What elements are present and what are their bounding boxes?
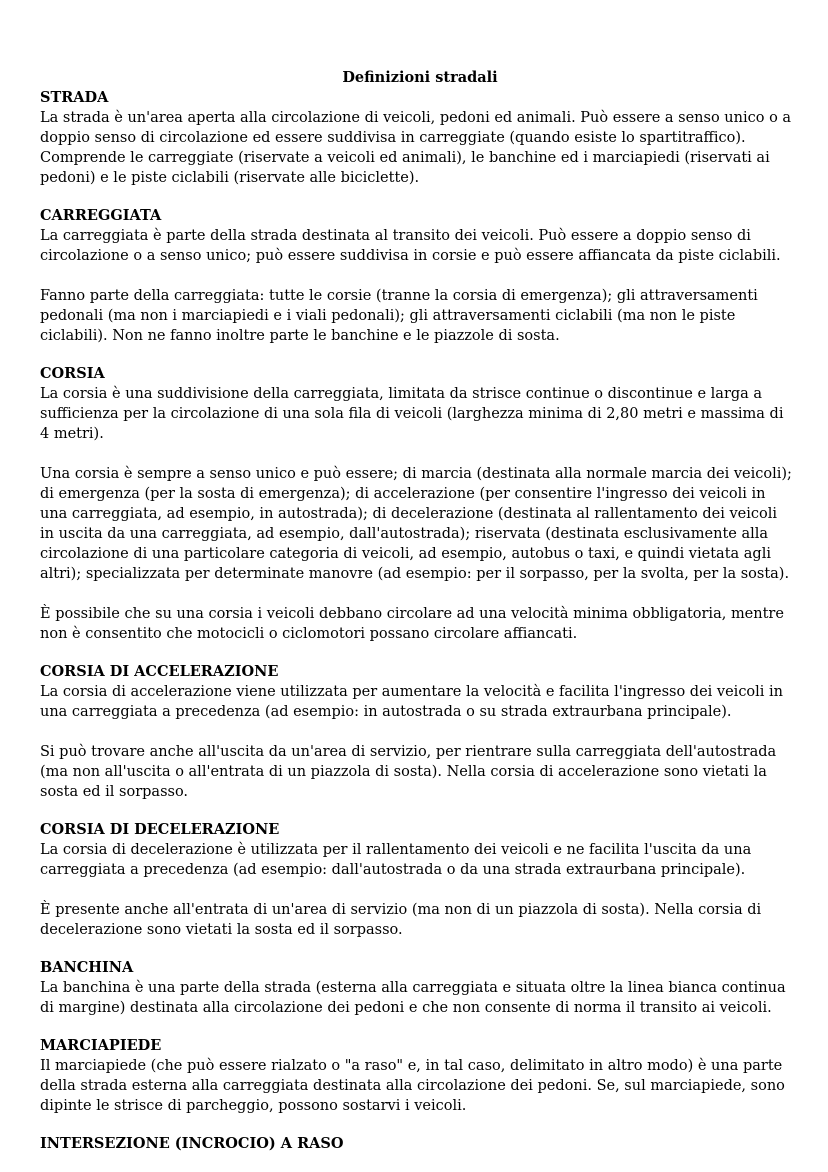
section-heading: BANCHINA bbox=[40, 959, 134, 976]
section-strada bbox=[40, 88, 792, 188]
section-heading: STRADA bbox=[40, 89, 109, 106]
section-intersezione-a-raso bbox=[40, 1134, 792, 1154]
section-marciapiede bbox=[40, 1036, 792, 1116]
paragraph: La corsia è una suddivisione della carreggiata, limitata da strisce continue o discontinue e larga a sufficienza per la circolazione di una sola fila di veicoli (larghezza minima di 2,80 metri e massima di 4 metri). bbox=[40, 386, 784, 442]
paragraph: Una corsia è sempre a senso unico e può essere; di marcia (destinata alla normale marcia dei veicoli); di emergenza (per la sosta di emergenza); di accelerazione (per consentire l'ingresso dei veicoli in una carreggiata, ad esempio, in autostrada); di decelerazione (destinata al rallentamento dei veicoli in uscita da una carreggiata, ad esempio, dall'autostrada); riservata (destinata esclusivamente alla circolazione di una particolare categoria di veicoli, ad esempio, autobus o taxi, e quindi vietata agli altri); specializzata per determinate manovre (ad esempio: per il sorpasso, per la svolta, per la sosta). bbox=[40, 466, 792, 582]
section-corsia bbox=[40, 364, 792, 644]
section-corsia-di-accelerazione bbox=[40, 662, 792, 802]
section-heading: CORSIA bbox=[40, 365, 105, 382]
paragraph: La banchina è una parte della strada (esterna alla carreggiata e situata oltre la linea bianca continua di margine) destinata alla circolazione dei pedoni e che non consente di norma il transito ai veicoli. bbox=[40, 980, 786, 1016]
page-title: Definizioni stradali bbox=[342, 69, 498, 86]
section-banchina bbox=[40, 958, 792, 1018]
paragraph: La corsia di accelerazione viene utilizzata per aumentare la velocità e facilita l'ingresso dei veicoli in una carreggiata a precedenza (ad esempio: in autostrada o su strada extraurbana principale). bbox=[40, 684, 784, 720]
paragraph: Il marciapiede (che può essere rialzato o "a raso" e, in tal caso, delimitato in altro modo) è una parte della strada esterna alla carreggiata destinata alla circolazione dei pedoni. Se, sul marciapiede, sono dipinte le strisce di parcheggio, possono sostarvi i veicoli. bbox=[40, 1058, 785, 1114]
paragraph: La strada è un'area aperta alla circolazione di veicoli, pedoni ed animali. Può essere a senso unico o a doppio senso di circolazione ed essere suddivisa in carreggiate (quando esiste lo spartitraffico). Comprende le carreggiate (riservate a veicoli ed animali), le banchine ed i marciapiedi (riservati ai pedoni) e le piste ciclabili (riservate alle biciclette). bbox=[40, 110, 792, 186]
section-heading: CARREGGIATA bbox=[40, 207, 162, 224]
paragraph: È possibile che su una corsia i veicoli debbano circolare ad una velocità minima obbligatoria, mentre non è consentito che motocicli o ciclomotori possano circolare affiancati. bbox=[40, 606, 784, 642]
section-heading: MARCIAPIEDE bbox=[40, 1037, 162, 1054]
section-heading: CORSIA DI DECELERAZIONE bbox=[40, 821, 280, 838]
section-carreggiata bbox=[40, 206, 792, 346]
section-heading: INTERSEZIONE (INCROCIO) A RASO bbox=[40, 1135, 344, 1152]
paragraph: La carreggiata è parte della strada destinata al transito dei veicoli. Può essere a doppio senso di circolazione o a senso unico; può essere suddivisa in corsie e può essere affiancata da piste ciclabili. bbox=[40, 228, 781, 264]
paragraph: Si può trovare anche all'uscita da un'area di servizio, per rientrare sulla carreggiata dell'autostrada (ma non all'uscita o all'entrata di un piazzola di sosta). Nella corsia di accelerazione sono vietati la sosta ed il sorpasso. bbox=[40, 744, 777, 800]
paragraph: La corsia di decelerazione è utilizzata per il rallentamento dei veicoli e ne facilita l'uscita da una carreggiata a precedenza (ad esempio: dall'autostrada o da una strada extraurbana principale). bbox=[40, 842, 752, 878]
section-heading: CORSIA DI ACCELERAZIONE bbox=[40, 663, 279, 680]
paragraph: È presente anche all'entrata di un'area di servizio (ma non di un piazzola di sosta). Nella corsia di decelerazione sono vietati la sosta ed il sorpasso. bbox=[40, 902, 762, 938]
paragraph: Fanno parte della carreggiata: tutte le corsie (tranne la corsia di emergenza); gli attraversamenti pedonali (ma non i marciapiedi e i viali pedonali); gli attraversamenti ciclabili (ma non le piste ciclabili). Non ne fanno inoltre parte le banchine e le piazzole di sosta. bbox=[40, 288, 758, 344]
document-page bbox=[40, 68, 792, 1172]
section-corsia-di-decelerazione bbox=[40, 820, 792, 940]
